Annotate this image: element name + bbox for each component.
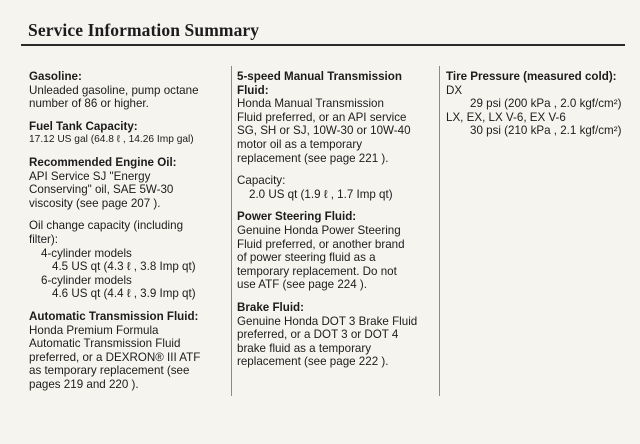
page-title: Service Information Summary: [28, 20, 260, 40]
manual-trans-line: Honda Manual Transmission: [237, 97, 384, 111]
title-rule: [21, 44, 625, 46]
atf-line: preferred, or a DEXRON® III ATF: [29, 350, 201, 364]
power-steering-line: temporary replacement. Do not: [237, 264, 397, 278]
tire-section: [446, 70, 630, 138]
brake-section: [237, 301, 433, 369]
column-2: [237, 70, 433, 378]
column-divider-1: [231, 66, 232, 396]
brake-heading: Brake Fluid:: [237, 300, 304, 314]
tire-lx-label: LX, EX, LX V-6, EX V-6: [446, 110, 566, 124]
manual-trans-heading: Fluid:: [237, 83, 269, 97]
fuel-tank-heading: Fuel Tank Capacity:: [29, 119, 138, 133]
manual-trans-line: motor oil as a temporary: [237, 137, 363, 151]
power-steering-line: Genuine Honda Power Steering: [237, 223, 401, 237]
gasoline-line: Unleaded gasoline, pump octane: [29, 83, 199, 97]
manual-trans-section: [237, 70, 433, 165]
cyl6-label: 6-cylinder models: [41, 273, 132, 287]
atf-heading: Automatic Transmission Fluid:: [29, 309, 199, 323]
manual-trans-line: SG, SH or SJ, 10W-30 or 10W-40: [237, 124, 411, 138]
gasoline-section: [29, 70, 229, 111]
brake-line: brake fluid as a temporary: [237, 341, 372, 355]
engine-oil-heading: Recommended Engine Oil:: [29, 155, 177, 169]
engine-oil-line: API Service SJ "Energy: [29, 169, 151, 183]
atf-line: Automatic Transmission Fluid: [29, 337, 181, 351]
engine-oil-line: viscosity (see page 207 ).: [29, 196, 161, 210]
cyl6-value: 4.6 US qt (4.4 ℓ , 3.9 Imp qt): [52, 287, 196, 301]
atf-line: pages 219 and 220 ).: [29, 377, 139, 391]
oil-change-section: [29, 219, 229, 301]
capacity-value: 2.0 US qt (1.9 ℓ , 1.7 Imp qt): [249, 187, 393, 201]
atf-line: as temporary replacement (see: [29, 364, 190, 378]
capacity-label: Capacity:: [237, 174, 286, 188]
power-steering-section: [237, 210, 433, 292]
gasoline-heading: Gasoline:: [29, 70, 82, 83]
tire-lx-value: 30 psi (210 kPa , 2.1 kgf/cm²): [470, 124, 622, 138]
power-steering-heading: Power Steering Fluid:: [237, 210, 357, 224]
manual-trans-heading: 5-speed Manual Transmission: [237, 70, 402, 83]
cyl4-value: 4.5 US qt (4.3 ℓ , 3.8 Imp qt): [52, 260, 196, 274]
column-3: [446, 70, 630, 147]
power-steering-line: of power steering fluid as a: [237, 251, 376, 265]
column-1: [29, 70, 229, 400]
brake-line: preferred, or a DOT 3 or DOT 4: [237, 328, 399, 342]
fuel-tank-value: 17.12 US gal (64.8 ℓ , 14.26 Imp gal): [29, 134, 194, 146]
oil-change-line: filter):: [29, 232, 58, 246]
column-divider-2: [439, 66, 440, 396]
manual-trans-line: Fluid preferred, or an API service: [237, 110, 407, 124]
power-steering-line: use ATF (see page 224 ).: [237, 278, 367, 292]
oil-change-line: Oil change capacity (including: [29, 219, 184, 233]
brake-line: Genuine Honda DOT 3 Brake Fluid: [237, 314, 418, 328]
engine-oil-line: Conserving" oil, SAE 5W-30: [29, 183, 174, 197]
tire-heading: Tire Pressure (measured cold):: [446, 70, 617, 83]
cyl4-label: 4-cylinder models: [41, 246, 132, 260]
tire-dx-label: DX: [446, 83, 463, 97]
power-steering-line: Fluid preferred, or another brand: [237, 237, 405, 251]
atf-section: [29, 310, 229, 392]
manual-trans-line: replacement (see page 221 ).: [237, 151, 389, 165]
brake-line: replacement (see page 222 ).: [237, 355, 389, 369]
engine-oil-section: [29, 156, 229, 210]
gasoline-line: number of 86 or higher.: [29, 97, 149, 111]
capacity-section: [237, 174, 433, 201]
atf-line: Honda Premium Formula: [29, 323, 159, 337]
fuel-tank-section: [29, 120, 229, 147]
tire-dx-value: 29 psi (200 kPa , 2.0 kgf/cm²): [470, 97, 622, 111]
